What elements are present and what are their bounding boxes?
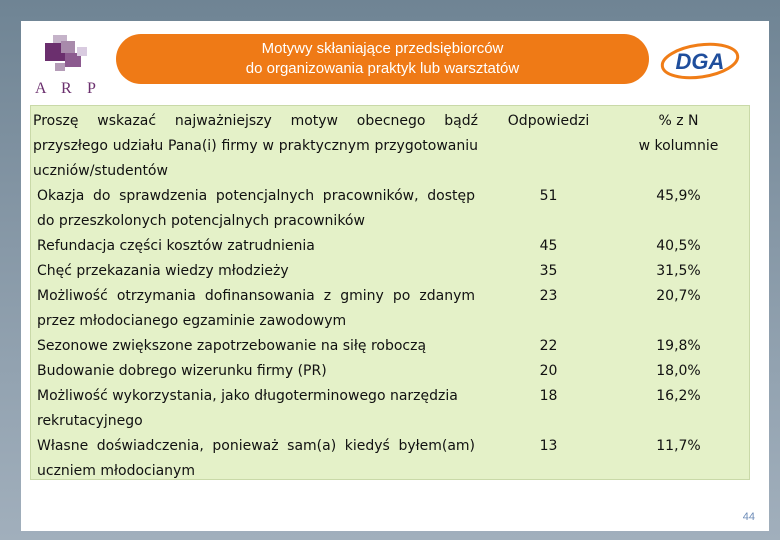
title-line-2: do organizowania praktyk lub warsztatów xyxy=(245,60,520,77)
table-row-label: Refundacja części kosztów zatrudnienia xyxy=(37,238,315,254)
arp-letter-a: A xyxy=(35,80,47,97)
table-row-label: Budowanie dobrego wizerunku firmy (PR) xyxy=(37,363,327,379)
table-question-header xyxy=(31,106,480,184)
table-row-label: Własne doświadczenia, ponieważ sam(a) kiedyś byłem(am) uczniem młodocianym xyxy=(37,438,475,479)
table-row-label: Okazja do sprawdzenia potencjalnych pracowników, dostęp do przeszkolonych potencjalnych pracowników xyxy=(37,188,475,229)
slide-title xyxy=(116,34,649,84)
col-header-percent-line2: w kolumnie xyxy=(638,138,719,154)
table-row-percent: 40,5% xyxy=(656,238,701,254)
table-row-count: 22 xyxy=(539,338,558,354)
dga-logo-text: DGA xyxy=(675,49,725,74)
table-row-count: 18 xyxy=(539,388,558,404)
table-row-percent: 16,2% xyxy=(656,388,701,404)
table-row-count: 23 xyxy=(539,288,558,304)
table-row-label: Sezonowe zwiększone zapotrzebowanie na siłę roboczą xyxy=(37,338,427,354)
results-table xyxy=(30,105,750,480)
dga-logo xyxy=(659,41,741,81)
arp-letter-p: P xyxy=(87,80,96,97)
slide xyxy=(21,21,769,531)
table-row-count: 45 xyxy=(539,238,558,254)
table-row-count: 35 xyxy=(539,263,558,279)
arp-logo xyxy=(29,33,107,99)
table-row-label: Możliwość otrzymania dofinansowania z gminy po zdanym przez młodocianego egzaminie zawodowym xyxy=(37,288,475,329)
table-row-label: Chęć przekazania wiedzy młodzieży xyxy=(37,263,289,279)
table-row-count: 51 xyxy=(539,188,558,204)
title-line-1: Motywy skłaniające przedsiębiorców xyxy=(261,40,504,57)
col-header-responses: Odpowiedzi xyxy=(507,113,590,129)
table-row-count: 13 xyxy=(539,438,558,454)
arp-letter-r: R xyxy=(61,80,72,97)
table-row-label: Możliwość wykorzystania, jako długoterminowego narzędzia rekrutacyjnego xyxy=(37,388,458,429)
table-row-percent: 19,8% xyxy=(656,338,701,354)
page-number: 44 xyxy=(742,511,755,523)
question-text: Proszę wskazać najważniejszy motyw obecnego bądź przyszłego udziału Pana(i) firmy w praktycznym przygotowaniu uczniów/studentów xyxy=(33,113,478,179)
col-header-percent-line1: % z N xyxy=(658,113,699,129)
table-row-percent: 11,7% xyxy=(656,438,701,454)
table-row-percent: 18,0% xyxy=(656,363,701,379)
table-row-count: 20 xyxy=(539,363,558,379)
col-header-percent xyxy=(616,109,741,159)
table-row-percent: 31,5% xyxy=(656,263,701,279)
table-row-percent: 45,9% xyxy=(656,188,701,204)
table-row-percent: 20,7% xyxy=(656,288,701,304)
